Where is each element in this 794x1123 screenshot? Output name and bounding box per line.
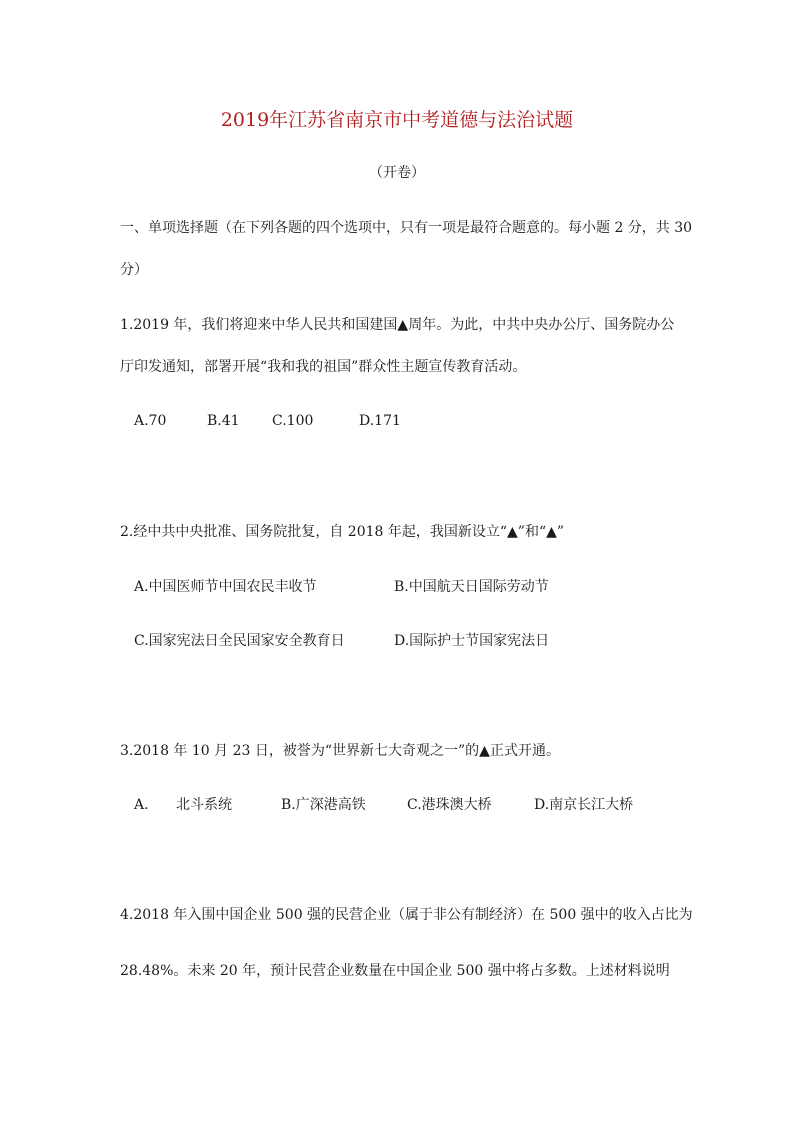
question-3-option-d: D.南京长江大桥 — [534, 797, 634, 813]
question-3-option-a-letter: A. — [134, 797, 149, 813]
question-2-option-c: C.国家宪法日全民国家安全教育日 — [134, 633, 345, 649]
question-3-option-a: 北斗系统 — [176, 797, 232, 813]
question-1-option-d: D.171 — [359, 413, 401, 429]
question-4-line1: 4.2018 年入围中国企业 500 强的民营企业（属于非公有制经济）在 500 强中的收入占比为 — [120, 907, 693, 923]
question-3-option-c: C.港珠澳大桥 — [407, 797, 492, 813]
question-1-option-c: C.100 — [272, 413, 314, 429]
question-1-option-a: A.70 — [134, 413, 167, 429]
question-1-option-b: B.41 — [207, 413, 240, 429]
question-1-line2: 厅印发通知，部署开展“我和我的祖国”群众性主题宣传教育活动。 — [120, 359, 527, 375]
question-3-option-b: B.广深港高铁 — [281, 797, 366, 813]
section-heading-line1: 一、单项选择题（在下列各题的四个选项中，只有一项是最符合题意的。每小题 2 分，共 30 — [120, 220, 693, 236]
question-2-option-d: D.国际护士节国家宪法日 — [394, 633, 550, 649]
question-3-line1: 3.2018 年 10 月 23 日，被誉为“世界新七大奇观之一”的▲正式开通。 — [120, 743, 560, 759]
question-4-line2: 28.48%。未来 20 年，预计民营企业数量在中国企业 500 强中将占多数。上述材料说明 — [120, 963, 670, 979]
section-heading-line2: 分） — [120, 262, 148, 278]
page-title: 2019年江苏省南京市中考道德与法治试题 — [220, 109, 574, 131]
question-2-line1: 2.经中共中央批准、国务院批复，自 2018 年起，我国新设立“▲”和“▲” — [120, 524, 565, 540]
question-2-option-b: B.中国航天日国际劳动节 — [394, 579, 549, 595]
question-1-line1: 1.2019 年，我们将迎来中华人民共和国建国▲周年。为此，中共中央办公厅、国务院办公 — [120, 317, 675, 333]
page-subtitle: （开卷） — [369, 165, 425, 181]
question-2-option-a: A.中国医师节中国农民丰收节 — [134, 579, 317, 595]
